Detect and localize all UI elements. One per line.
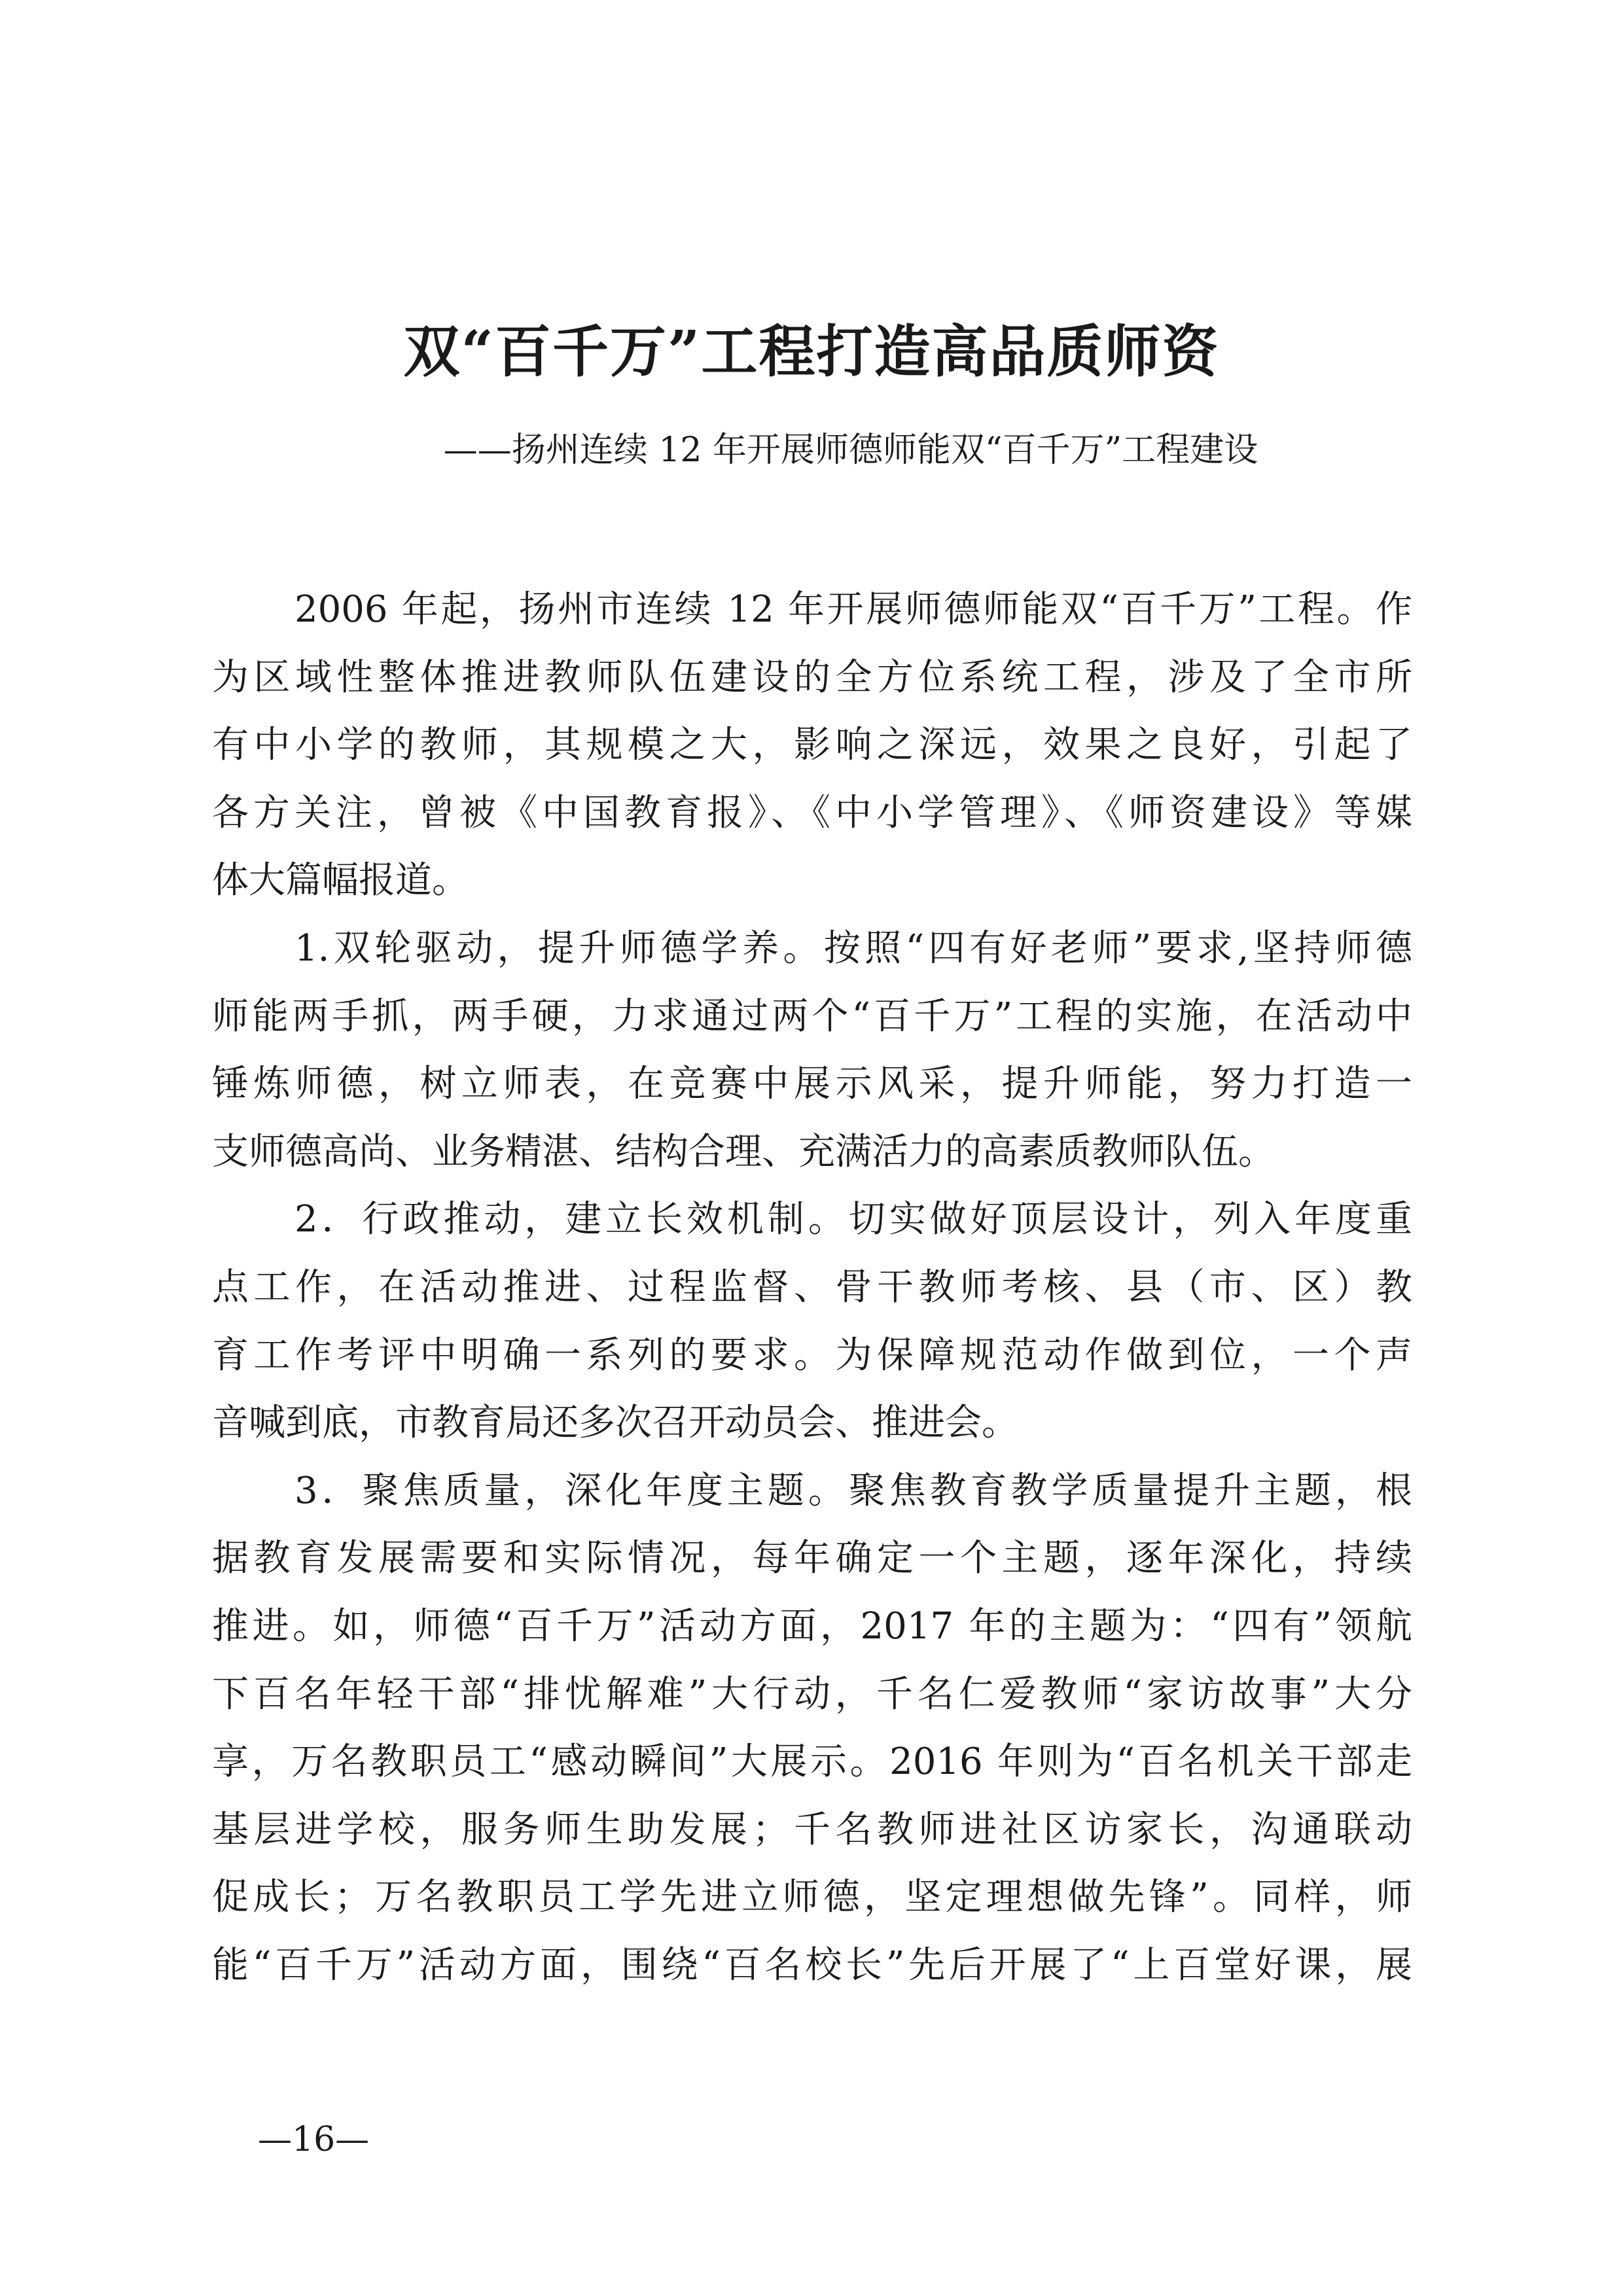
page-number: —16—: [258, 2120, 370, 2159]
text-line: 基层进学校，服务师生助发展；千名教师进社区访家长，沟通联动: [212, 1808, 1412, 1851]
text-line: 推进。如，师德“百千万”活动方面，2017 年的主题为：“四有”领航: [212, 1604, 1412, 1648]
text-line: 体大篇幅报道。: [212, 859, 469, 902]
text-line: 2．行政推动，建立长效机制。切实做好顶层设计，列入年度重: [294, 1198, 1412, 1241]
page-title: 双“百千万”工程打造高品质师资: [403, 319, 1220, 385]
text-line: 师能两手抓，两手硬，力求通过两个“百千万”工程的实施，在活动中: [212, 995, 1412, 1038]
text-line: 有中小学的教师，其规模之大，影响之深远，效果之良好，引起了: [212, 724, 1412, 767]
text-line: 2006 年起，扬州市连续 12 年开展师德师能双“百千万”工程。作: [294, 588, 1412, 631]
text-line: 育工作考评中明确一系列的要求。为保障规范动作做到位，一个声: [212, 1333, 1412, 1377]
text-line: 下百名年轻干部“排忧解难”大行动，千名仁爱教师“家访故事”大分: [212, 1672, 1412, 1716]
page-subtitle: ——扬州连续 12 年开展师德师能双“百千万”工程建设: [443, 431, 1258, 470]
text-line: 音喊到底，市教育局还多次召开动员会、推进会。: [212, 1402, 1018, 1445]
text-line: 为区域性整体推进教师队伍建设的全方位系统工程，涉及了全市所: [212, 656, 1412, 699]
text-line: 促成长；万名教职员工学先进立师德，坚定理想做先锋”。同样，师: [212, 1876, 1412, 1919]
paragraph-section-3: [212, 1457, 1412, 2000]
paragraph-intro: [212, 576, 1412, 915]
text-line: 1.双轮驱动，提升师德学养。按照“四有好老师”要求,坚持师德: [294, 927, 1412, 970]
text-line: 锤炼师德，树立师表，在竞赛中展示风采，提升师能，努力打造一: [212, 1063, 1412, 1106]
text-line: 支师德高尚、业务精湛、结构合理、充满活力的高素质教师队伍。: [212, 1130, 1275, 1173]
text-line: 据教育发展需要和实际情况，每年确定一个主题，逐年深化，持续: [212, 1537, 1412, 1580]
article-body: [212, 576, 1412, 1999]
paragraph-section-1: [212, 915, 1412, 1186]
text-line: 点工作，在活动推进、过程监督、骨干教师考核、县（市、区）教: [212, 1265, 1412, 1309]
text-line: 能“百千万”活动方面，围绕“百名校长”先后开展了“上百堂好课，展: [212, 1943, 1412, 1987]
paragraph-section-2: [212, 1186, 1412, 1457]
text-line: 享，万名教职员工“感动瞬间”大展示。2016 年则为“百名机关干部走: [212, 1740, 1412, 1784]
text-line: 各方关注，曾被《中国教育报》、《中小学管理》、《师资建设》等媒: [212, 791, 1412, 834]
text-line: 3．聚焦质量，深化年度主题。聚焦教育教学质量提升主题，根: [294, 1469, 1412, 1512]
